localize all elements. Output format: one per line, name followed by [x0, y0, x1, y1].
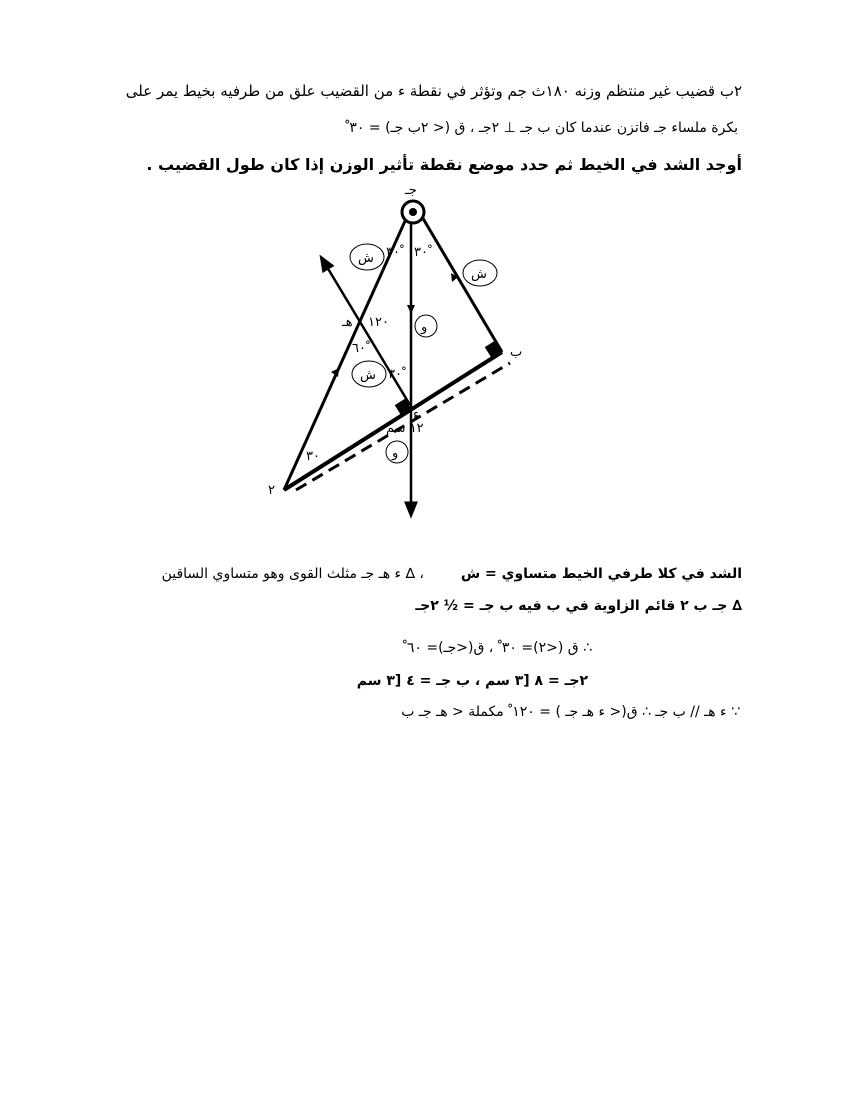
label-weight-2: و [392, 446, 399, 461]
string-bc [418, 210, 502, 352]
solution-line-2: ∆ جـ ب ٢ قائم الزاوية في ب فيه ب جـ = ½ ٢جـ [415, 598, 742, 614]
label-point-h: هـ [342, 315, 353, 330]
solution-line-1a: الشد في كلا طرفي الخيط متساوي = ش [460, 566, 742, 582]
arrow-head-weight-mid [407, 305, 415, 314]
label-tension-1: ش [358, 251, 374, 266]
label-angle-120: ١٢٠ [368, 315, 389, 330]
solution-line-5: ∵ ء هـ // ب جـ ∴ ق(< ء هـ جـ ) = ١٢٠ ْ مكملة < هـ جـ ب [401, 704, 740, 720]
label-angle-30-d: ٣٠ ْ [388, 367, 406, 382]
label-tension-2: ش [471, 267, 487, 282]
solution-line-1b: ، ∆ ء هـ جـ مثلث القوى وهو متساوي الساقين [161, 566, 424, 582]
solution-line-4: ٢جـ = ٨ [٣ سم ، ب جـ = ٤ [٣ سم [356, 673, 588, 689]
tension-arrow-dh [324, 262, 410, 405]
problem-question: أوجد الشد في الخيط ثم حدد موضع نقطة تأثير الوزن إذا كان طول القضيب . [146, 155, 742, 174]
label-point-d: ء [413, 407, 420, 422]
label-pulley-c: جـ [405, 183, 417, 198]
problem-line-2: بكرة ملساء جـ فاتزن عندما كان ب جـ ⊥ ٢جـ ، ق (< ٢ب جـ) = ٣٠ ْ [345, 120, 738, 136]
label-tension-3: ش [360, 368, 376, 383]
label-point-b: ب [510, 345, 523, 360]
label-angle-30-left: ٣٠ ْ [386, 245, 404, 260]
label-angle-30-a: ٣٠ [306, 449, 320, 464]
label-length-12cm: ١٢ سم [386, 421, 424, 436]
label-weight-1: و [421, 320, 428, 335]
solution-line-1 [162, 566, 742, 582]
pulley-axle [409, 208, 417, 216]
solution-line-3: ∴ ق (<٢)= ٣٠ ْ ، ق(<جـ)= ٦٠ ْ [402, 640, 592, 656]
problem-line-1: ٢ب قضيب غير منتظم وزنه ١٨٠ث جم وتؤثر في نقطة ء من القضيب علق من طرفيه بخيط يمر على [125, 82, 742, 100]
label-angle-60: ٦٠ ْ [352, 341, 370, 356]
label-angle-30-right: ٣٠ ْ [414, 245, 432, 260]
label-point-a: ٢ [268, 483, 275, 498]
